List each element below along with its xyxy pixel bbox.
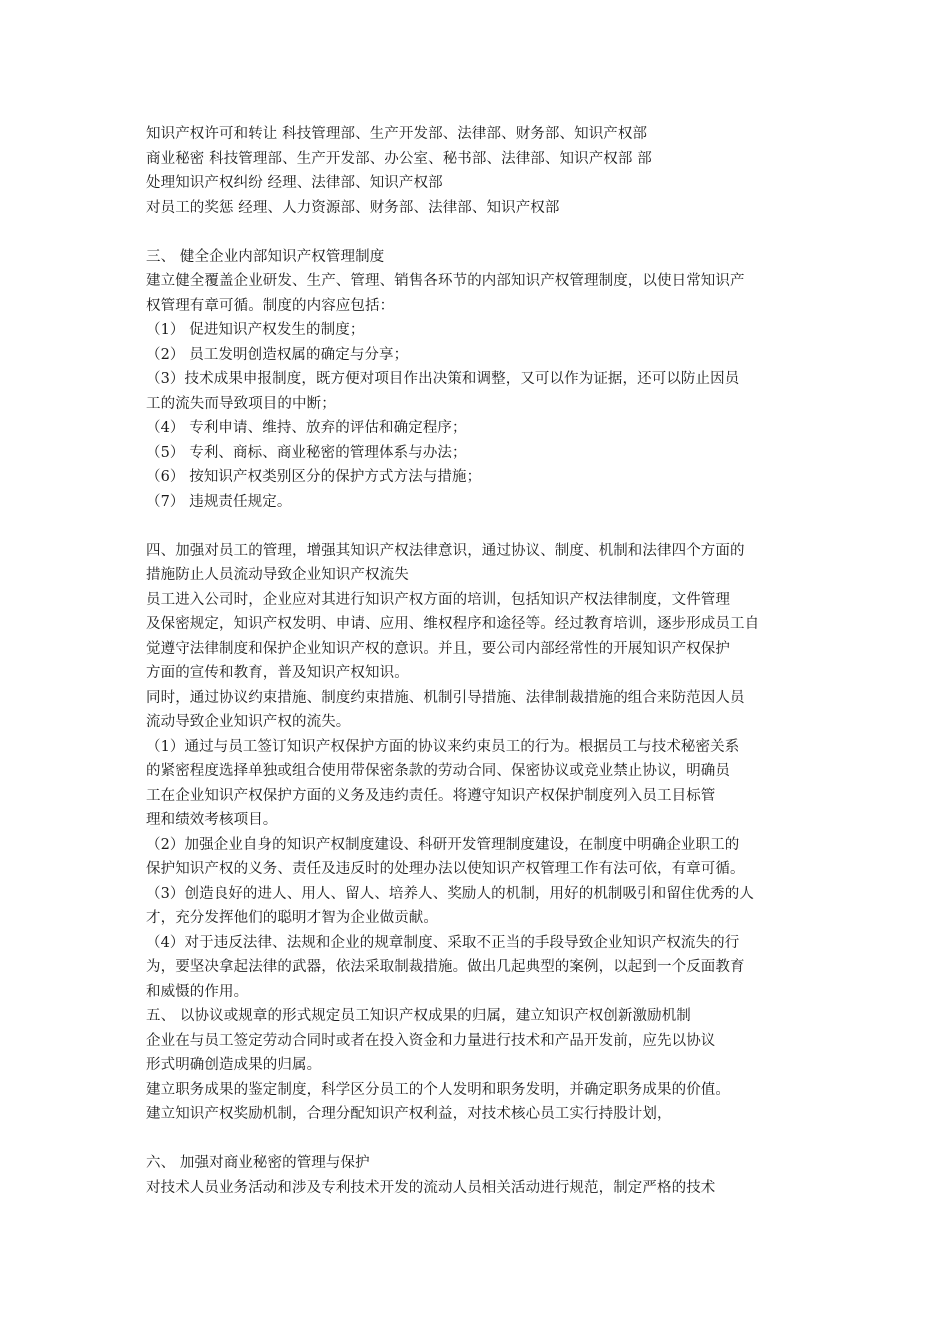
text-line: 企业在与员工签定劳动合同时或者在投入资金和力量进行技术和产品开发前，应先以协议 (146, 1032, 716, 1049)
list-item: （4） 专利申请、维持、放弃的评估和确定程序； (146, 420, 467, 436)
text-line: 工的流失而导致项目的中断； (146, 395, 336, 412)
list-item: （3）技术成果申报制度，既方便对项目作出决策和调整，又可以作为证据，还可以防止因员 (146, 371, 740, 387)
text-line: 对技术人员业务活动和涉及专利技术开发的流动人员相关活动进行规范，制定严格的技术 (146, 1179, 716, 1196)
section-heading-3: 三、 健全企业内部知识产权管理制度 (146, 248, 385, 265)
section-heading-6: 六、 加强对商业秘密的管理与保护 (146, 1155, 370, 1171)
text-line: 方面的宣传和教育，普及知识产权知识。 (146, 665, 409, 681)
text-line: 建立职务成果的鉴定制度，科学区分员工的个人发明和职务发明，并确定职务成果的价值。 (146, 1081, 730, 1098)
text-line: 商业秘密 科技管理部、生产开发部、办公室、秘书部、法律部、知识产权部 部 (146, 150, 652, 167)
text-line: 建立健全覆盖企业研发、生产、管理、销售各环节的内部知识产权管理制度，以使日常知识产 (146, 273, 745, 289)
text-line: 为，要坚决拿起法律的武器，依法采取制裁措施。做出几起典型的案例，以起到一个反面教育 (146, 959, 745, 975)
text-line: 觉遵守法律制度和保护企业知识产权的意识。并且，要公司内部经常性的开展知识产权保护 (146, 640, 730, 657)
list-item: （3）创造良好的进人、用人、留人、培养人、奖励人的机制，用好的机制吸引和留住优秀的人 (146, 885, 754, 902)
text-line: 措施防止人员流动导致企业知识产权流失 (146, 567, 409, 583)
list-item: （1）通过与员工签订知识产权保护方面的协议来约束员工的行为。根据员工与技术秘密关系 (146, 738, 740, 755)
text-line: 和威慑的作用。 (146, 983, 249, 1000)
text-line: 对员工的奖惩 经理、人力资源部、财务部、法律部、知识产权部 (146, 199, 560, 216)
document-body (146, 122, 816, 1200)
text-line: 工在企业知识产权保护方面的义务及违约责任。将遵守知识产权保护制度列入员工目标管 (146, 787, 716, 804)
list-item: （6） 按知识产权类别区分的保护方式方法与措施； (146, 469, 482, 485)
list-item: （1） 促进知识产权发生的制度； (146, 322, 365, 338)
blank-line (146, 1127, 816, 1152)
list-item: （2）加强企业自身的知识产权制度建设、科研开发管理制度建设，在制度中明确企业职工的 (146, 836, 740, 853)
list-item: （7） 违规责任规定。 (146, 493, 292, 510)
text-line: 及保密规定，知识产权发明、申请、应用、维权程序和途径等。经过教育培训，逐步形成员工自 (146, 616, 760, 632)
text-line: 理和绩效考核项目。 (146, 812, 278, 828)
text-line: 建立知识产权奖励机制，合理分配知识产权利益，对技术核心员工实行持股计划， (146, 1106, 672, 1122)
text-line: 知识产权许可和转让 科技管理部、生产开发部、法律部、财务部、知识产权部 (146, 126, 648, 142)
text-line: 权管理有章可循。制度的内容应包括： (146, 297, 395, 314)
text-line: 处理知识产权纠纷 经理、法律部、知识产权部 (146, 175, 443, 191)
text-line: 形式明确创造成果的归属。 (146, 1057, 322, 1073)
text-line: 流动导致企业知识产权的流失。 (146, 714, 351, 730)
blank-line (146, 220, 816, 245)
list-item: （5） 专利、商标、商业秘密的管理体系与办法； (146, 444, 467, 461)
text-line: 同时，通过协议约束措施、制度约束措施、机制引导措施、法律制裁措施的组合来防范因人员 (146, 689, 745, 706)
text-line: 的紧密程度选择单独或组合使用带保密条款的劳动合同、保密协议或竞业禁止协议，明确员 (146, 763, 730, 779)
text-line: 才，充分发挥他们的聪明才智为企业做贡献。 (146, 910, 438, 926)
list-item: （4）对于违反法律、法规和企业的规章制度、采取不正当的手段导致企业知识产权流失的行 (146, 934, 740, 951)
section-heading-4: 四、加强对员工的管理，增强其知识产权法律意识，通过协议、制度、机制和法律四个方面的 (146, 542, 745, 559)
section-heading-5: 五、 以协议或规章的形式规定员工知识产权成果的归属，建立知识产权创新激励机制 (146, 1008, 691, 1024)
text-line: 员工进入公司时，企业应对其进行知识产权方面的培训，包括知识产权法律制度，文件管理 (146, 591, 730, 608)
text-line: 保护知识产权的义务、责任及违反时的处理办法以使知识产权管理工作有法可依，有章可循。 (146, 861, 745, 877)
blank-line (146, 514, 816, 539)
list-item: （2） 员工发明创造权属的确定与分享； (146, 346, 409, 363)
